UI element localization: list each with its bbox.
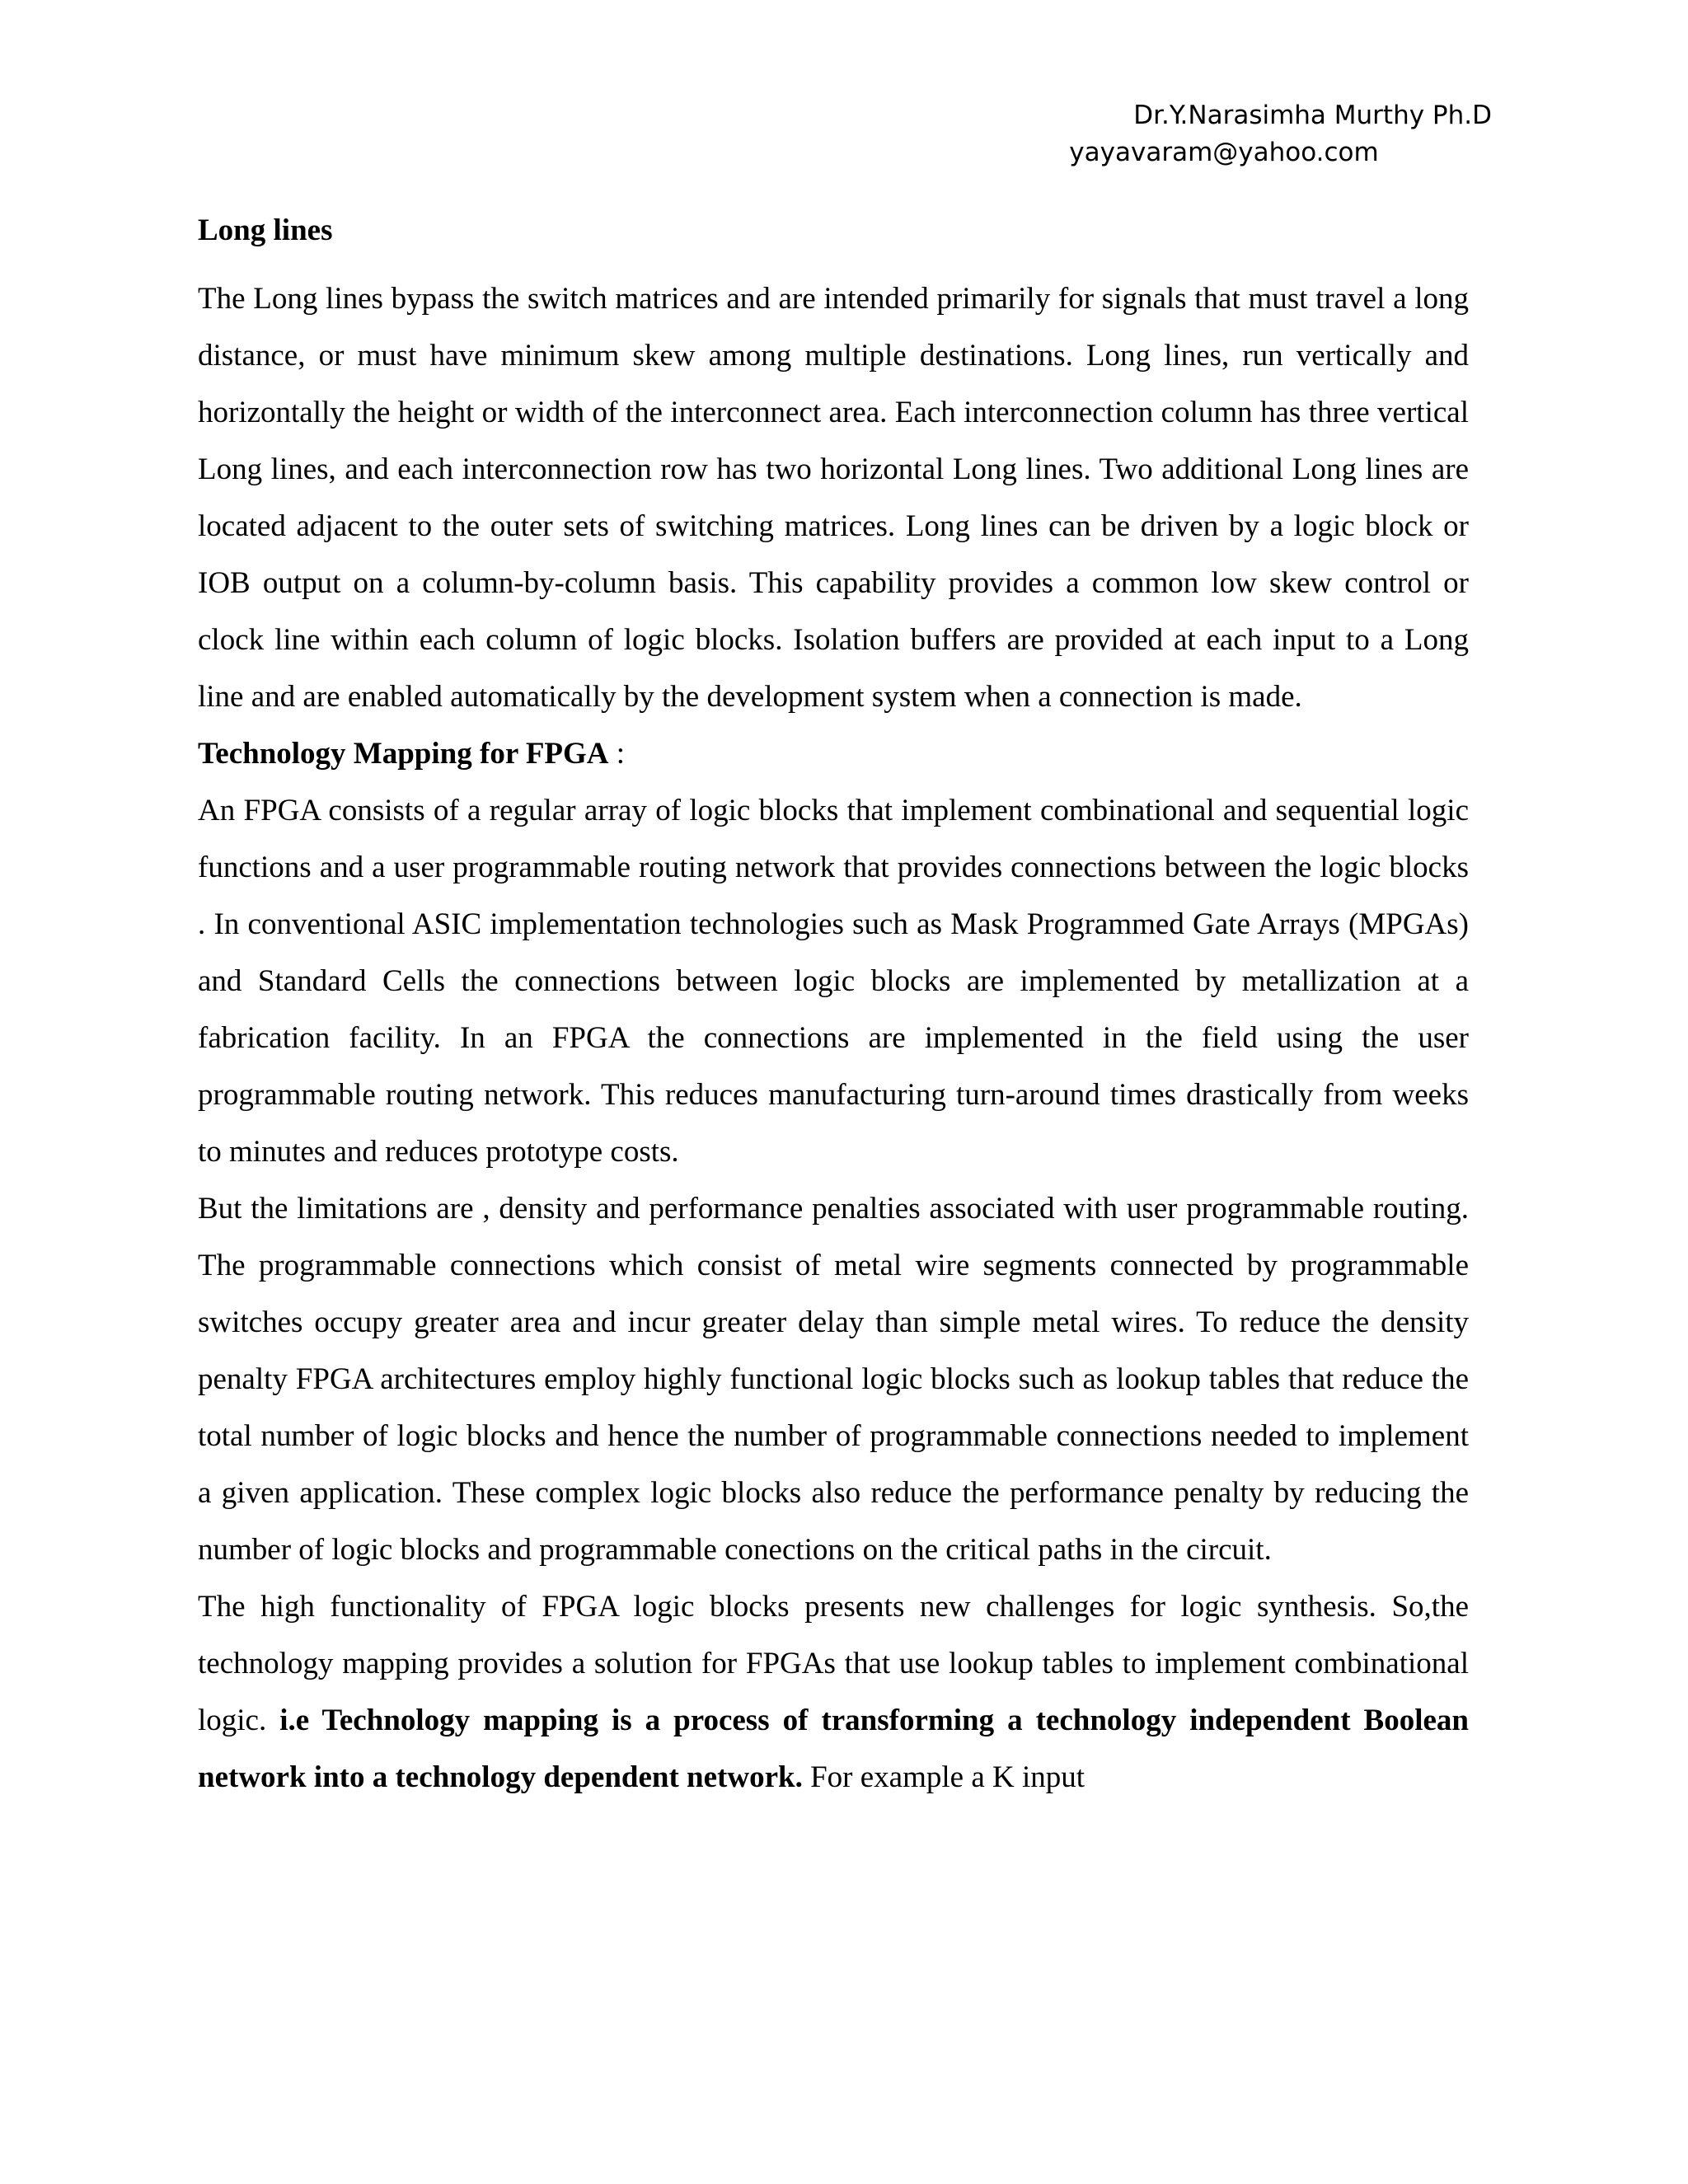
long-lines-paragraph: The Long lines bypass the switch matrices and are intended primarily for signals that must travel a long distance, or must have minimum skew among multiple destinations. Long lines, run vertically and horizontally the height or width of the interconnect area. Each interconnection column has three vertical Long lines, and each interconnection row has two horizontal Long lines. Two additional Long lines are located adjacent to the outer sets of switching matrices. Long lines can be driven by a logic block or IOB output on a column-by-column basis. This capability provides a common low skew control or clock line within each column of logic blocks. Isolation buffers are provided at each input to a Long line and are enabled automatically by the development system when a connection is made. — [198, 282, 1469, 714]
technology-mapping-paragraph — [198, 1578, 1469, 1806]
technology-mapping-paragraph-end: For example a K input — [802, 1760, 1085, 1794]
page-header — [977, 97, 1492, 171]
technology-mapping-definition: i.e Technology mapping is a process of transforming a technology independent Boolean network into a technology dependent network. — [198, 1704, 1469, 1794]
fpga-limitations-paragraph: But the limitations are , density and performance penalties associated with user programmable routing. The programmable connections which consist of metal wire segments connected by programmable switches occupy greater area and incur greater delay than simple metal wires. To reduce the density penalty FPGA architectures employ highly functional logic blocks such as lookup tables that reduce the total number of logic blocks and hence the number of programmable connections needed to implement a given application. These complex logic blocks also reduce the performance penalty by reducing the number of logic blocks and programmable conections on the critical paths in the circuit. — [198, 1192, 1469, 1567]
author-name: Dr.Y.Narasimha Murthy Ph.D — [1133, 101, 1492, 130]
author-email: yayavaram@yahoo.com — [1069, 138, 1379, 167]
technology-mapping-heading: Technology Mapping for FPGA — [198, 737, 609, 771]
document-body — [198, 208, 1469, 1806]
long-lines-heading: Long lines — [198, 213, 333, 247]
technology-mapping-heading-line — [198, 725, 1469, 782]
technology-mapping-paragraph-start: The high functionality of FPGA logic blocks presents new challenges for logic synthesis. So,the technology mapping provides a solution for FPGAs that use lookup tables to implement combinational logic. — [198, 1590, 1469, 1737]
fpga-intro-paragraph: An FPGA consists of a regular array of logic blocks that implement combinational and sequential logic functions and a user programmable routing network that provides connections between the logic blocks . In conventional ASIC implementation technologies such as Mask Programmed Gate Arrays (MPGAs) and Standard Cells the connections between logic blocks are implemented by metallization at a fabrication facility. In an FPGA the connections are implemented in the field using the user programmable routing network. This reduces manufacturing turn-around times drastically from weeks to minutes and reduces prototype costs. — [198, 794, 1469, 1169]
technology-mapping-heading-suffix: : — [608, 737, 626, 771]
